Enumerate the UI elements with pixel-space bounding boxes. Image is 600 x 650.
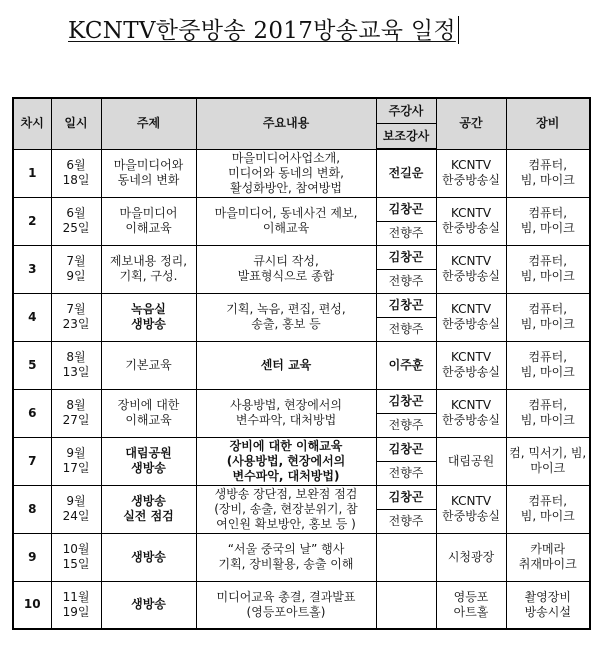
row-place: KCNTV 한중방송실 <box>436 485 506 533</box>
table-row <box>13 149 590 173</box>
row-place: 대림공원 <box>436 437 506 485</box>
row-date: 6월 25일 <box>51 197 101 245</box>
row-number: 2 <box>13 197 51 245</box>
row-topic: 생방송 <box>101 533 196 581</box>
row-content: 마을미디어사업소개, 미디어와 동네의 변화, 활성화방안, 참여방법 <box>196 149 376 197</box>
header-no: 차시 <box>13 98 51 149</box>
row-place: KCNTV 한중방송실 <box>436 389 506 437</box>
row-topic: 제보내용 정리, 기획, 구성. <box>101 245 196 293</box>
table-row <box>13 581 590 629</box>
header-main-instructor: 주강사 <box>376 98 436 124</box>
row-topic: 마을미디어 이해교육 <box>101 197 196 245</box>
row-main-instructor: 김창곤 <box>376 245 436 269</box>
row-topic: 장비에 대한 이해교육 <box>101 389 196 437</box>
row-topic: 생방송 <box>101 581 196 629</box>
row-content: 큐시티 작성, 발표형식으로 종합 <box>196 245 376 293</box>
row-assist-instructor: 전향주 <box>376 509 436 533</box>
row-content: 마을미디어, 동네사건 제보, 이해교육 <box>196 197 376 245</box>
row-main-instructor: 이주훈 <box>376 341 436 389</box>
row-equipment: 컴퓨터, 빔, 마이크 <box>506 341 590 389</box>
header-equipment: 장비 <box>506 98 590 149</box>
row-equipment: 컴퓨터, 빔, 마이크 <box>506 245 590 293</box>
text-cursor <box>458 16 459 44</box>
row-main-instructor: 김창곤 <box>376 437 436 461</box>
row-date: 8월 27일 <box>51 389 101 437</box>
table-row <box>13 485 590 509</box>
row-assist-instructor: 전향주 <box>376 221 436 245</box>
row-place: KCNTV 한중방송실 <box>436 293 506 341</box>
row-date: 9월 17일 <box>51 437 101 485</box>
row-topic: 대림공원 생방송 <box>101 437 196 485</box>
row-main-instructor: 김창곤 <box>376 293 436 317</box>
document-title: KCNTV한중방송 2017방송교육 일정 <box>68 12 459 45</box>
row-main-instructor <box>376 533 436 581</box>
row-date: 10월 15일 <box>51 533 101 581</box>
row-main-instructor: 김창곤 <box>376 389 436 413</box>
row-place: 영등포 아트홀 <box>436 581 506 629</box>
table-row <box>13 533 590 581</box>
row-place: 시청광장 <box>436 533 506 581</box>
row-number: 3 <box>13 245 51 293</box>
row-number: 1 <box>13 149 51 197</box>
row-date: 7월 23일 <box>51 293 101 341</box>
row-number: 5 <box>13 341 51 389</box>
row-date: 8월 13일 <box>51 341 101 389</box>
header-place: 공간 <box>436 98 506 149</box>
row-place: KCNTV 한중방송실 <box>436 149 506 197</box>
row-date: 9월 24일 <box>51 485 101 533</box>
row-number: 7 <box>13 437 51 485</box>
table-row <box>13 437 590 461</box>
row-date: 6월 18일 <box>51 149 101 197</box>
row-topic: 녹음실 생방송 <box>101 293 196 341</box>
row-date: 7월 9일 <box>51 245 101 293</box>
row-number: 10 <box>13 581 51 629</box>
row-topic: 마을미디어와 동네의 변화 <box>101 149 196 197</box>
row-content: 센터 교육 <box>196 341 376 389</box>
row-main-instructor <box>376 581 436 629</box>
table-row <box>13 341 590 365</box>
row-content: 기획, 녹음, 편집, 편성, 송출, 홍보 등 <box>196 293 376 341</box>
table-row <box>13 389 590 413</box>
row-content: 사용방법, 현장에서의 변수파악, 대처방법 <box>196 389 376 437</box>
row-assist-instructor: 전향주 <box>376 317 436 341</box>
row-equipment: 컴퓨터, 빔, 마이크 <box>506 149 590 197</box>
header-topic: 주제 <box>101 98 196 149</box>
row-equipment: 컴퓨터, 빔, 마이크 <box>506 485 590 533</box>
row-assist-instructor: 전향주 <box>376 413 436 437</box>
row-content: 미디어교육 총결, 결과발표 (영등포아트홀) <box>196 581 376 629</box>
header-content: 주요내용 <box>196 98 376 149</box>
row-equipment: 컴퓨터, 빔, 마이크 <box>506 389 590 437</box>
row-assist-instructor: 전향주 <box>376 269 436 293</box>
header-date: 일시 <box>51 98 101 149</box>
row-number: 6 <box>13 389 51 437</box>
row-place: KCNTV 한중방송실 <box>436 341 506 389</box>
row-equipment: 컴퓨터, 빔, 마이크 <box>506 293 590 341</box>
row-content: “서울 중국의 날” 행사 기획, 장비활용, 송출 이해 <box>196 533 376 581</box>
row-number: 8 <box>13 485 51 533</box>
table-row <box>13 245 590 269</box>
row-place: KCNTV 한중방송실 <box>436 245 506 293</box>
row-number: 9 <box>13 533 51 581</box>
row-content: 생방송 장단점, 보완점 점검 (장비, 송출, 현장분위기, 참 여인원 확보방안, 홍보 등 ) <box>196 485 376 533</box>
header-assist-instructor: 보조강사 <box>376 124 436 150</box>
table-row <box>13 197 590 221</box>
schedule-table <box>12 97 591 630</box>
row-topic: 기본교육 <box>101 341 196 389</box>
row-equipment: 컴, 믹서기, 빔, 마이크 <box>506 437 590 485</box>
row-content: 장비에 대한 이해교육 (사용방법, 현장에서의 변수파악, 대처방법) <box>196 437 376 485</box>
row-assist-instructor: 전향주 <box>376 461 436 485</box>
row-main-instructor: 김창곤 <box>376 197 436 221</box>
table-row <box>13 293 590 317</box>
row-date: 11월 19일 <box>51 581 101 629</box>
row-number: 4 <box>13 293 51 341</box>
row-topic: 생방송 실전 점검 <box>101 485 196 533</box>
row-place: KCNTV 한중방송실 <box>436 197 506 245</box>
schedule-body <box>13 149 590 629</box>
row-equipment: 카메라 취재마이크 <box>506 533 590 581</box>
row-equipment: 촬영장비 방송시설 <box>506 581 590 629</box>
row-main-instructor: 전길운 <box>376 149 436 197</box>
row-main-instructor: 김창곤 <box>376 485 436 509</box>
row-equipment: 컴퓨터, 빔, 마이크 <box>506 197 590 245</box>
